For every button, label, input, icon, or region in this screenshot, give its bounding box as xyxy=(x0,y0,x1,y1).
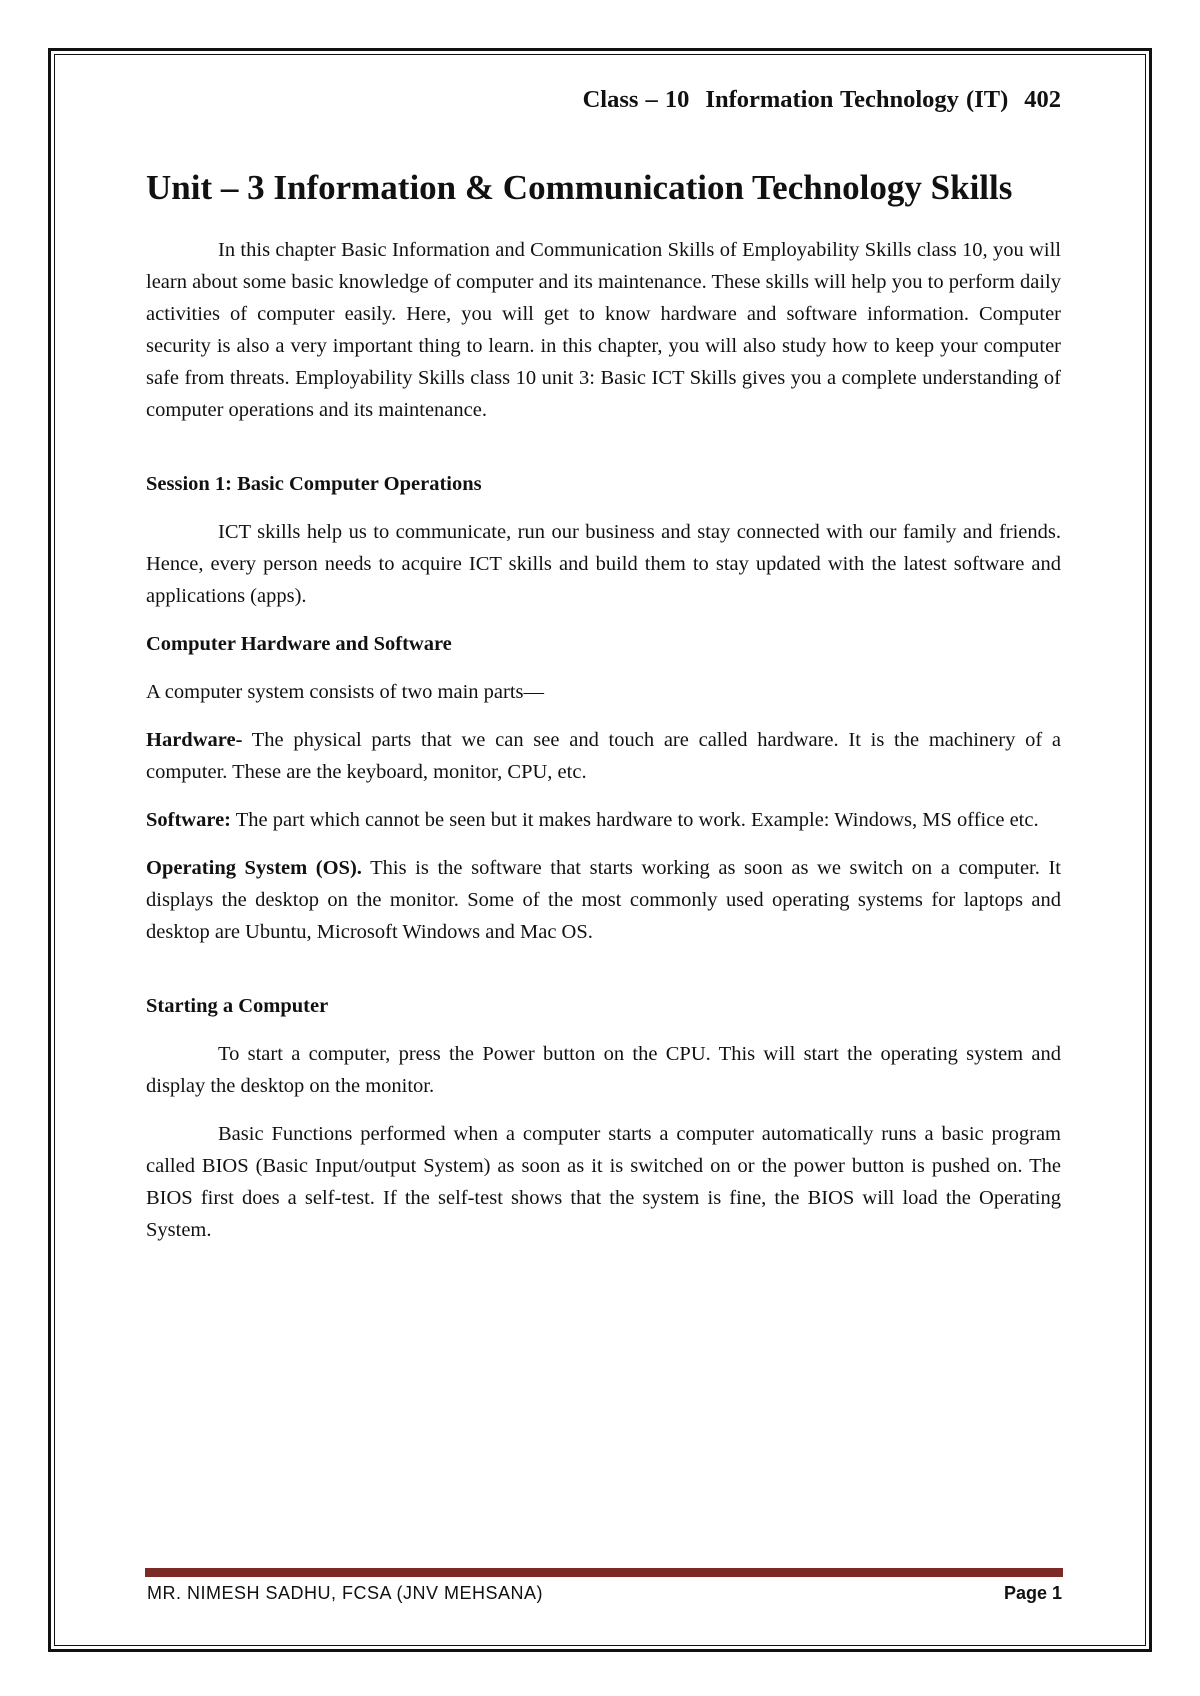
session1-paragraph: ICT skills help us to communicate, run our business and stay connected with our family and friends. Hence, every person needs to acquire ICT skills and build them to stay updated with the latest software and applications (apps). xyxy=(146,521,1061,607)
page-number: Page 1 xyxy=(1003,1583,1062,1603)
header-code: 402 xyxy=(1024,86,1061,113)
hw-sw-heading: Computer Hardware and Software xyxy=(146,633,452,655)
hardware-paragraph xyxy=(146,724,1061,788)
hw-sw-intro: A computer system consists of two main parts— xyxy=(146,681,544,703)
software-term: Software: xyxy=(146,809,232,831)
intro-paragraph: In this chapter Basic Information and Communication Skills of Employability Skills class 10, you will learn about some basic knowledge of computer and its maintenance. These skills will help you to perform daily activities of computer easily. Here, you will get to know hardware and software information. Computer security is also a very important thing to learn. in this chapter, you will also study how to keep your computer safe from threats. Employability Skills class 10 unit 3: Basic ICT Skills gives you a complete understanding of computer operations and its maintenance. xyxy=(146,239,1061,421)
footer-author: MR. NIMESH SADHU, FCSA (JNV MEHSANA) xyxy=(147,1583,544,1603)
page-title: Unit – 3 Information & Communication Technology Skills xyxy=(146,168,1013,207)
page-content xyxy=(146,86,1061,1246)
starting-paragraph-1: To start a computer, press the Power button on the CPU. This will start the operating system and display the desktop on the monitor. xyxy=(146,1043,1061,1097)
session1-heading: Session 1: Basic Computer Operations xyxy=(146,473,482,495)
header-class: Class – 10 xyxy=(582,86,690,113)
software-text: The part which cannot be seen but it makes hardware to work. Example: Windows, MS office etc. xyxy=(231,809,1039,831)
hardware-text: The physical parts that we can see and touch are called hardware. It is the machinery of a computer. These are the keyboard, monitor, CPU, etc. xyxy=(146,729,1061,783)
software-paragraph xyxy=(146,804,1061,836)
os-text: This is the software that starts working as soon as we switch on a computer. It displays the desktop on the monitor. Some of the most commonly used operating systems for laptops and desktop are Ubuntu, Microsoft Windows and Mac OS. xyxy=(146,857,1061,943)
page-header xyxy=(146,86,1061,114)
starting-paragraph-2: Basic Functions performed when a computer starts a computer automatically runs a basic program called BIOS (Basic Input/output System) as soon as it is switched on or the power button is pushed on. The BIOS first does a self-test. If the self-test shows that the system is fine, the BIOS will load the Operating System. xyxy=(146,1123,1061,1241)
os-paragraph xyxy=(146,852,1061,948)
header-subject: Information Technology (IT) xyxy=(705,86,1009,113)
hardware-term: Hardware- xyxy=(146,729,243,751)
footer-rule xyxy=(145,1568,1063,1577)
os-term: Operating System (OS). xyxy=(146,857,362,879)
starting-heading: Starting a Computer xyxy=(146,995,329,1017)
